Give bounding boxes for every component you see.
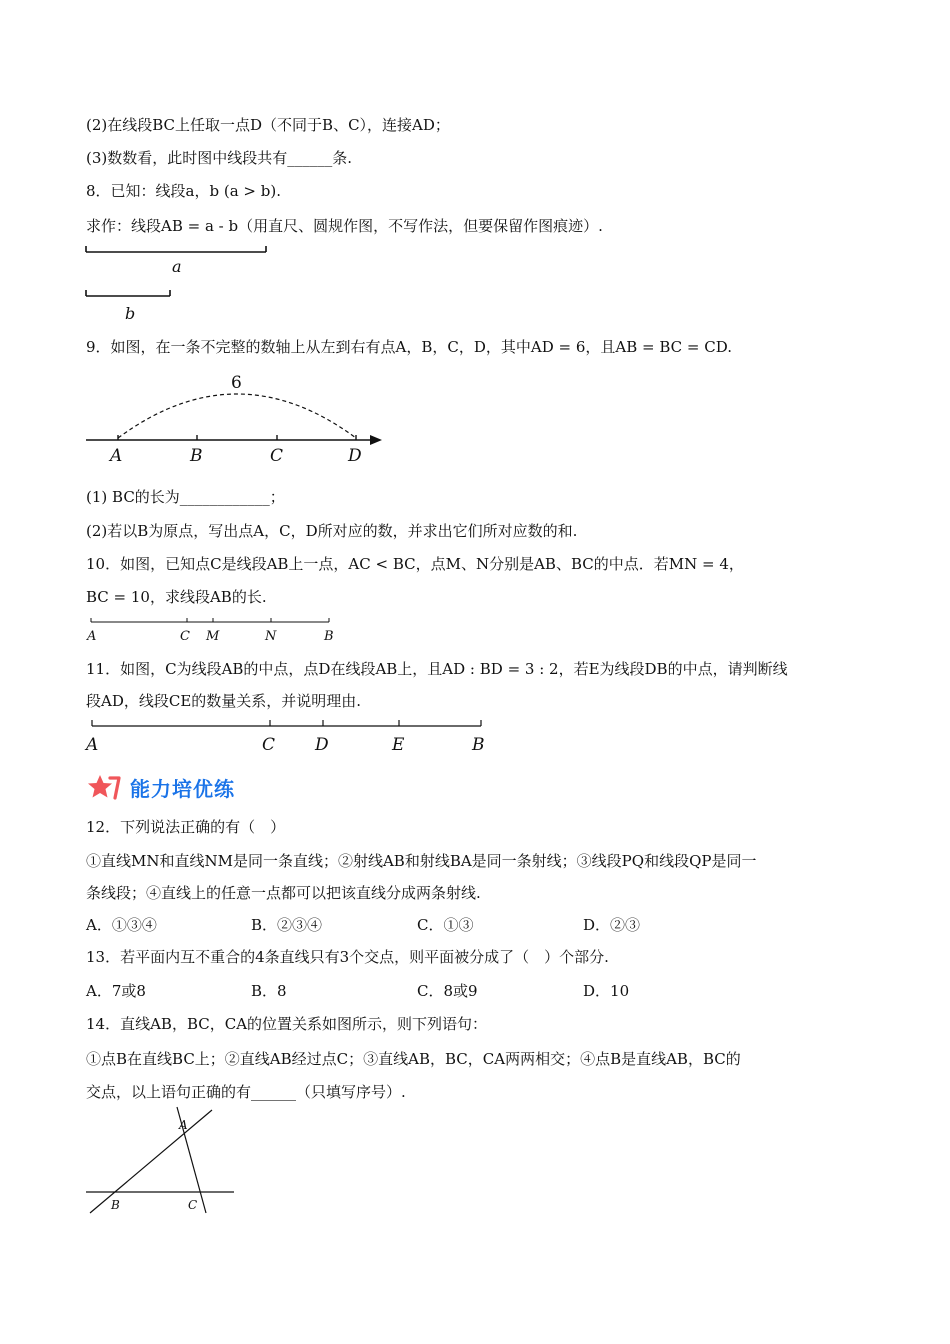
- q13-options: [86, 980, 846, 1002]
- q9-stem: 9．如图，在一条不完整的数轴上从左到右有点A，B，C，D，其中AD = 6，且AB = BC = CD.: [86, 338, 732, 356]
- section-banner: [86, 770, 235, 804]
- seg-b-label: b: [125, 304, 136, 323]
- q12-options: [86, 914, 846, 936]
- point-d-label: D: [315, 735, 329, 755]
- q12-option-d[interactable]: D．②③: [583, 916, 641, 934]
- q9-part1: (1) BC的长为____________；: [86, 488, 285, 506]
- point-a-label: A: [86, 735, 99, 755]
- q12-statements-cont: 条线段；④直线上的任意一点都可以把该直线分成两条射线.: [86, 884, 481, 902]
- q13-option-c[interactable]: C．8或9: [417, 982, 478, 1000]
- point-e-label: E: [392, 735, 405, 755]
- section-title: 能力培优练: [130, 776, 235, 801]
- q12-option-b[interactable]: B．②③④: [251, 916, 323, 934]
- q13-option-a[interactable]: A．7或8: [86, 982, 146, 1000]
- point-c-label: C: [188, 1198, 198, 1212]
- arc-label: 6: [231, 373, 242, 393]
- q7-step2: (2)在线段BC上任取一点D（不同于B、C），连接AD；: [86, 116, 450, 134]
- point-c-label: C: [270, 446, 284, 466]
- seg-a-label: a: [172, 257, 182, 276]
- point-n-label: N: [265, 629, 277, 644]
- point-c-label: C: [180, 629, 190, 644]
- point-b-label: B: [472, 735, 485, 755]
- point-b-label: B: [190, 446, 203, 466]
- point-a-label: A: [110, 446, 123, 466]
- q14-figure: [80, 1105, 250, 1220]
- q9-number-line: [80, 368, 400, 468]
- point-a-label: A: [179, 1118, 188, 1132]
- q11-stem-cont: 段AD，线段CE的数量关系，并说明理由.: [86, 692, 362, 710]
- q8-given: 8．已知：线段a，b (a > b).: [86, 182, 281, 200]
- point-b-label: B: [324, 629, 334, 644]
- q13-stem: 13．若平面内互不重合的4条直线只有3个交点，则平面被分成了（ ）个部分.: [86, 948, 609, 966]
- q9-part2: (2)若以B为原点，写出点A，C，D所对应的数，并求出它们所对应数的和.: [86, 522, 578, 540]
- q14-stem: 14．直线AB，BC，CA的位置关系如图所示，则下列语句：: [86, 1015, 488, 1033]
- star-icon: [86, 772, 124, 802]
- point-c-label: C: [262, 735, 276, 755]
- point-a-label: A: [87, 629, 97, 644]
- point-m-label: M: [206, 629, 220, 644]
- q11-stem: 11．如图，C为线段AB的中点，点D在线段AB上，且AD : BD = 3 : 2，若E为线段DB的中点，请判断线: [86, 660, 788, 678]
- q13-option-d[interactable]: D．10: [583, 982, 630, 1000]
- q14-statements-cont: 交点，以上语句正确的有______（只填写序号）.: [86, 1083, 406, 1101]
- q13-option-b[interactable]: B．8: [251, 982, 287, 1000]
- q10-figure: [80, 612, 350, 646]
- q10-stem: 10．如图，已知点C是线段AB上一点，AC < BC，点M、N分别是AB、BC的中点．若MN = 4，: [86, 555, 744, 573]
- point-d-label: D: [348, 446, 362, 466]
- q8-task: 求作：线段AB = a - b（用直尺、圆规作图，不写作法，但要保留作图痕迹）.: [86, 217, 603, 235]
- q8-figure: [80, 240, 280, 325]
- point-b-label: B: [111, 1198, 120, 1212]
- q11-figure: [80, 714, 500, 756]
- q10-stem-cont: BC = 10，求线段AB的长.: [86, 588, 267, 606]
- q12-statements: ①直线MN和直线NM是同一条直线；②射线AB和射线BA是同一条射线；③线段PQ和线段QP是同一: [86, 852, 757, 870]
- q12-option-a[interactable]: A．①③④: [86, 916, 157, 934]
- q12-stem: 12．下列说法正确的有（ ）: [86, 818, 286, 836]
- q12-option-c[interactable]: C．①③: [417, 916, 474, 934]
- q14-statements: ①点B在直线BC上；②直线AB经过点C；③直线AB，BC，CA两两相交；④点B是直线AB，BC的: [86, 1050, 741, 1068]
- q7-step3: (3)数数看，此时图中线段共有______条.: [86, 149, 353, 167]
